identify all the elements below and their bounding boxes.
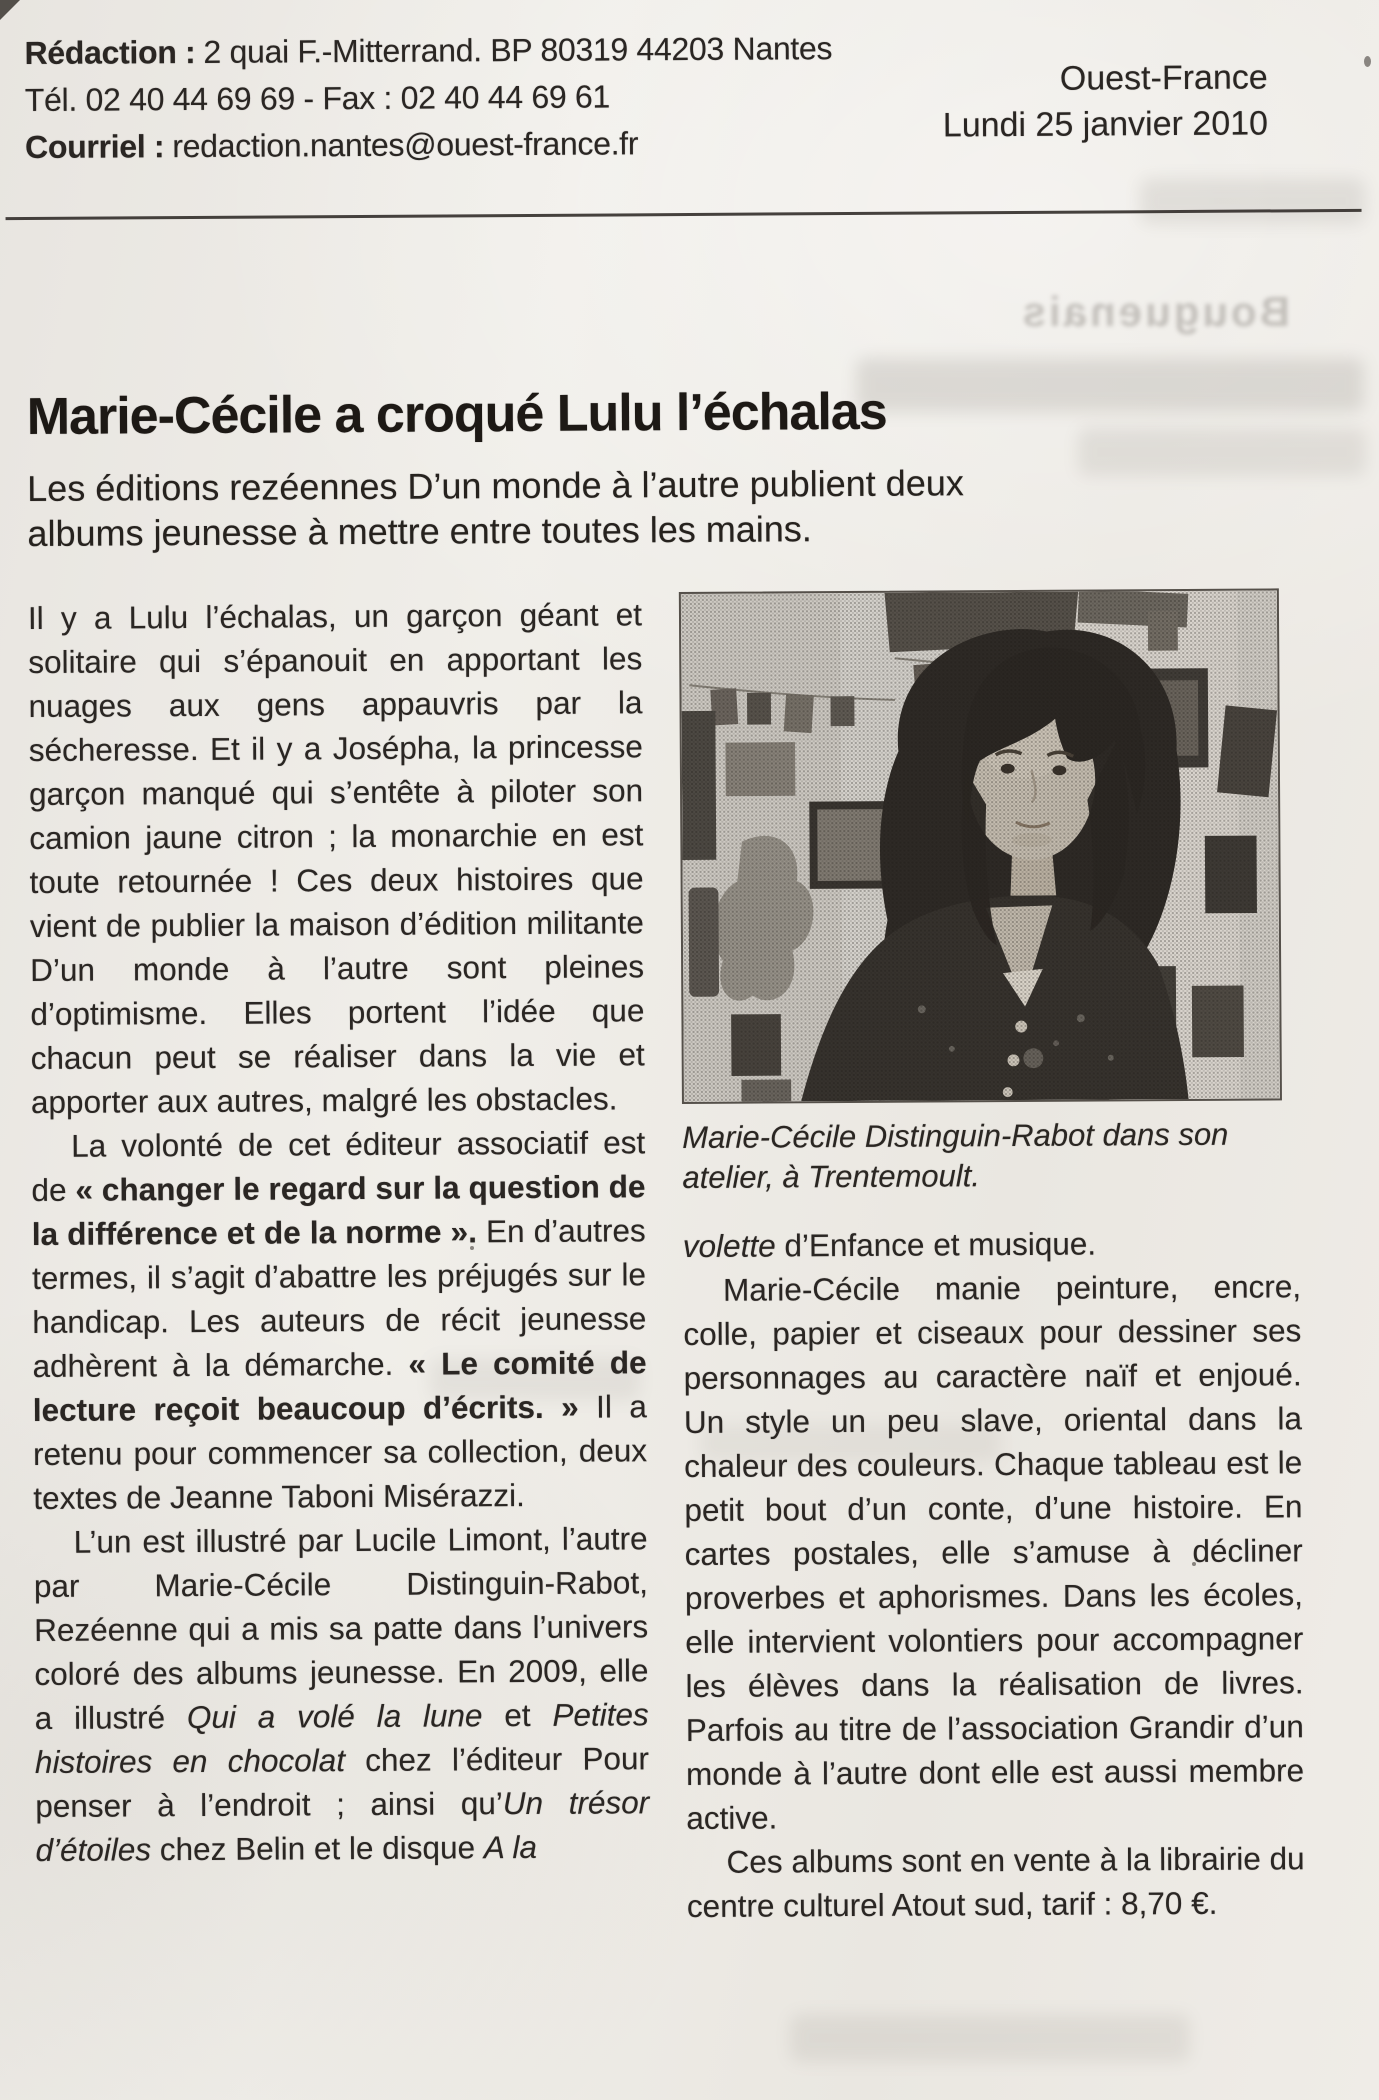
text-segment: « Le comité de lecture reçoit beaucoup d’écrits. » — [32, 1344, 647, 1429]
article-paragraph — [28, 592, 645, 1124]
text-segment: d’Enfance et musique. — [775, 1225, 1097, 1264]
redaction-contact-block — [24, 25, 832, 171]
text-segment: chez Belin et le disque — [150, 1829, 484, 1868]
article-paragraph — [686, 1836, 1305, 1928]
text-segment: chez l’éditeur Pour penser à l’endroit ; ainsi qu’ — [35, 1740, 650, 1825]
bleedthrough-ghost-text: Bouguenais — [1019, 288, 1290, 335]
text-segment: Qui a volé la lune — [186, 1697, 483, 1736]
text-segment: L’un est illustré par Lucile Limont, l’autre par Marie-Cécile Distinguin-Rabot, Rezéenne qui a mis sa patte dans l’univers coloré des albums jeunesse. En 2009, elle a illustré — [33, 1520, 649, 1737]
text-segment: Marie-Cécile manie peinture, encre, colle, papier et ciseaux pour dessiner ses personnages au caractère naïf et enjoué. Un style un peu slave, oriental dans la chaleur des couleurs. Chaque tableau est le petit bout d’un conte, d’une histoire. En cartes postales, elle s’amuse à décliner proverbes et aphorismes. Dans les écoles, elle intervient volontiers pour accompagner les élèves dans la réalisation de livres. Parfois au titre de l’association Grandir d’un monde à l’autre dont elle est aussi membre active. — [683, 1268, 1305, 1837]
redaction-address-line — [24, 25, 832, 77]
article-paragraph — [31, 1120, 647, 1520]
text-segment: Un trésor d’étoiles — [35, 1784, 650, 1869]
photo-caption: Marie-Cécile Distinguin-Rabot dans son atelier, à Trentemoult. — [682, 1116, 1229, 1196]
text-segment: A la — [483, 1828, 538, 1866]
text-segment: En d’autres termes, il s’agit d’abattre les préjugés sur le handicap. Les auteurs de récit jeunesse adhèrent à la démarche. — [31, 1212, 647, 1385]
text-segment: « changer le regard sur la question de la différence et de la norme ». — [31, 1168, 646, 1253]
redaction-label: Rédaction : — [24, 34, 196, 72]
text-segment: Ces albums sont en vente à la librairie du centre culturel Atout sud, tarif : 8,70 €. — [686, 1840, 1305, 1925]
masthead-block — [942, 54, 1268, 148]
article-title: Marie-Cécile a croqué Lulu l’échalas — [26, 382, 887, 447]
article-column-right — [679, 588, 1305, 1928]
tel-fax-line: Tél. 02 40 44 69 69 - Fax : 02 40 44 69 61 — [24, 78, 611, 119]
article-column-left — [28, 592, 650, 1872]
article-subtitle: Les éditions rezéennes D’un monde à l’autre publient deux albums jeunesse à mettre entre toutes les mains. — [27, 462, 964, 555]
article-paragraph — [683, 1220, 1301, 1268]
article-paragraph — [683, 1264, 1304, 1840]
courriel-line — [25, 119, 833, 171]
redaction-address: 2 quai F.-Mitterrand. BP 80319 44203 Nantes — [203, 30, 833, 70]
text-segment: Petites histoires en chocolat — [34, 1696, 649, 1781]
text-segment: et — [482, 1696, 553, 1734]
header-divider — [6, 209, 1362, 220]
text-segment: Il a retenu pour commencer sa collection, deux textes de Jeanne Taboni Misérazzi. — [32, 1388, 648, 1517]
portrait-photo — [679, 588, 1282, 1104]
text-segment: Il y a Lulu l’échalas, un garçon géant et solitaire qui s’épanouit en apportant les nuages aux gens appauvris par la sécheresse. Et il y a Josépha, la princesse garçon manqué qui s’entête à piloter son camion jaune citron ; la monarchie en est toute retournée ! Ces deux histoires que vient de publier la maison d’édition militante D’un monde à l’autre sont pleines d’optimisme. Elles portent l’idée que chacun peut se réaliser dans la vie et apporter aux autres, malgré les obstacles. — [27, 596, 645, 1121]
text-segment: La volonté de cet éditeur associatif est de — [31, 1124, 646, 1209]
publication-name: Ouest-France — [1059, 58, 1268, 98]
courriel-address: redaction.nantes@ouest-france.fr — [172, 125, 639, 165]
portrait-photo-illustration — [681, 590, 1280, 1102]
courriel-label: Courriel : — [25, 128, 165, 166]
text-segment: volette — [682, 1227, 776, 1265]
issue-date: Lundi 25 janvier 2010 — [942, 104, 1269, 145]
article-paragraph — [34, 1516, 650, 1872]
